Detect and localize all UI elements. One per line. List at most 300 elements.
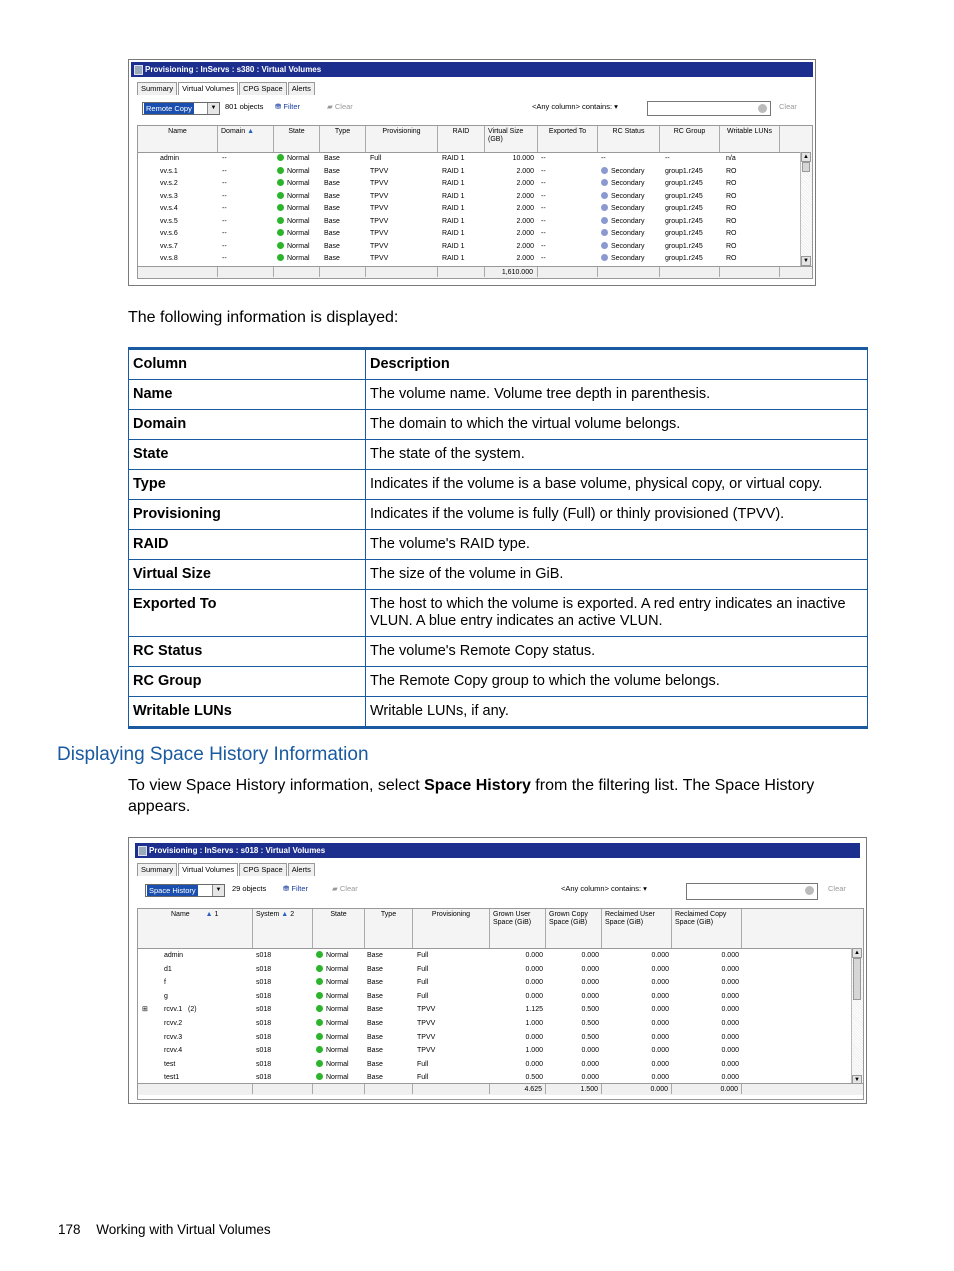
cell-text: 0.000	[721, 979, 739, 987]
table-cell	[541, 166, 591, 179]
cell-text: Normal	[326, 1047, 349, 1055]
table-cell	[370, 216, 430, 229]
cell-text: RAID 1	[442, 167, 465, 175]
cell-text: Base	[324, 192, 340, 200]
search-clear-button[interactable]: Clear	[828, 884, 846, 893]
col-domain[interactable]: Domain ▲	[218, 126, 274, 152]
col-rc-group[interactable]: RC Group	[660, 126, 720, 152]
table-cell	[367, 1017, 411, 1030]
table-cell	[324, 228, 364, 241]
cell-text: n/a	[726, 155, 736, 162]
search-clear-button[interactable]: Clear	[779, 102, 797, 111]
cell-text: s018	[256, 1047, 272, 1055]
table-cell	[222, 191, 262, 204]
col-exported-to[interactable]: Exported To	[538, 126, 598, 152]
cell-text: vv.s.3	[160, 192, 178, 200]
cell-text: 0.000	[525, 965, 543, 973]
table-row[interactable]	[138, 153, 798, 166]
page-footer	[58, 1222, 271, 1237]
cell-text: s018	[256, 952, 272, 959]
filter-button[interactable]: ⛃ Filter	[283, 884, 309, 893]
column-description: Indicates if the volume is fully (Full) or thinly provisioned (TPVV).	[366, 500, 868, 530]
table-cell	[222, 178, 262, 191]
cell-text: 0.000	[721, 992, 739, 1000]
table-cell	[256, 1017, 311, 1030]
col-reclaimed-user-space[interactable]: Reclaimed User Space (GiB)	[602, 909, 672, 948]
cell-text: 1.125	[525, 1006, 543, 1014]
table-cell	[541, 203, 591, 216]
sort-ascending-icon: ▲	[247, 128, 255, 135]
cell-text: vv.s.1	[160, 167, 178, 175]
cell-text: RO	[726, 255, 737, 262]
table-cell	[726, 178, 766, 191]
section-paragraph: To view Space History information, select Space History from the filtering list. The Space History appears.	[128, 777, 815, 815]
cell-text: Normal	[326, 952, 349, 959]
table-cell	[324, 203, 364, 216]
table-cell	[541, 178, 591, 191]
table-header-row	[129, 349, 868, 380]
column-description: The volume's RAID type.	[366, 530, 868, 560]
object-count: 29 objects	[232, 884, 267, 893]
header-column: Column	[129, 349, 366, 380]
status-normal-icon	[277, 229, 284, 236]
cell-text: g	[164, 992, 168, 1000]
cell-text: Base	[324, 155, 340, 162]
window-icon	[134, 65, 143, 75]
cell-text: --	[601, 155, 606, 162]
table-cell	[164, 1058, 249, 1071]
cell-text: --	[222, 217, 227, 225]
status-normal-icon	[277, 242, 284, 249]
cell-text: vv.s.7	[160, 242, 178, 250]
col-raid[interactable]: RAID	[438, 126, 485, 152]
table-cell	[370, 228, 430, 241]
table-cell	[601, 153, 661, 166]
cell-text: Normal	[287, 242, 310, 250]
cell-text: 0.000	[721, 1033, 739, 1041]
col-state[interactable]: State	[274, 126, 320, 152]
cell-text: 0.000	[721, 1074, 739, 1082]
table-cell	[256, 990, 311, 1003]
table-cell	[602, 1044, 669, 1057]
cell-text: Normal	[287, 167, 310, 175]
table-row[interactable]	[138, 990, 850, 1004]
table-cell	[367, 976, 411, 989]
table-cell	[164, 949, 249, 962]
table-cell	[324, 191, 364, 204]
cell-text: Base	[367, 952, 383, 959]
column-name: Exported To	[129, 590, 366, 637]
cell-text: Base	[324, 205, 340, 212]
tab-summary[interactable]: Summary	[137, 863, 177, 876]
table-cell	[672, 990, 739, 1003]
table-cell	[277, 191, 322, 204]
cell-text: rcvv.3	[164, 1033, 183, 1041]
table-cell	[367, 1058, 411, 1071]
table-cell	[485, 216, 534, 229]
table-cell	[726, 203, 766, 216]
cell-text: RAID 1	[442, 255, 465, 262]
table-cell	[490, 1031, 543, 1044]
cell-text: Base	[324, 217, 340, 225]
scroll-up-icon[interactable]: ▲	[801, 152, 811, 162]
cell-text: RO	[726, 242, 737, 250]
cell-text: Normal	[326, 1074, 349, 1082]
tab-virtual-volumes[interactable]: Virtual Volumes	[178, 82, 238, 95]
cell-text: 2.000	[516, 230, 534, 237]
cell-text: vv.s.8	[160, 255, 178, 262]
table-row[interactable]	[138, 1044, 850, 1058]
cell-text: 0.000	[721, 965, 739, 973]
table-cell	[726, 228, 766, 241]
table-header	[138, 126, 812, 153]
column-name: State	[129, 440, 366, 470]
table-cell	[601, 191, 661, 204]
cell-text: 0.500	[525, 1074, 543, 1082]
cell-text: 0.000	[525, 992, 543, 1000]
table-row[interactable]	[138, 1058, 850, 1072]
table-cell	[277, 253, 322, 266]
footer-title: Working with Virtual Volumes	[96, 1222, 271, 1237]
cell-text: s018	[256, 979, 272, 987]
table-row[interactable]	[138, 191, 798, 204]
table-row[interactable]	[138, 216, 798, 229]
table-cell	[370, 191, 430, 204]
any-column-select[interactable]: <Any column> contains: ▾	[561, 884, 647, 893]
virtual-volumes-table	[137, 125, 813, 279]
table-cell	[672, 1031, 739, 1044]
cell-text: group1.r245	[665, 230, 703, 237]
table-row[interactable]	[138, 963, 850, 977]
chevron-down-icon: ▼	[207, 103, 219, 114]
table-cell	[541, 153, 591, 166]
table-cell	[601, 178, 661, 191]
cell-text: 2.000	[516, 205, 534, 212]
clear-filter-button[interactable]: ▰ Clear	[332, 884, 358, 893]
cell-text: admin	[160, 155, 180, 162]
column-description: The Remote Copy group to which the volume belongs.	[366, 667, 868, 697]
chevron-down-icon: ▾	[643, 884, 647, 893]
cell-text: Normal	[326, 979, 349, 987]
any-column-select[interactable]: <Any column> contains: ▾	[532, 102, 618, 111]
cell-text: test1	[164, 1074, 180, 1082]
chevron-down-icon: ▼	[212, 885, 224, 896]
cell-text: 2.000	[516, 217, 534, 225]
tab-virtual-volumes[interactable]: Virtual Volumes	[178, 863, 238, 876]
remote-copy-icon	[601, 242, 608, 249]
col-grown-user-space[interactable]: Grown User Space (GiB)	[490, 909, 546, 948]
cell-text: Base	[324, 255, 340, 262]
search-input[interactable]	[686, 883, 818, 900]
table-cell	[222, 166, 262, 179]
table-cell	[672, 963, 739, 976]
cell-text: admin	[164, 952, 184, 959]
status-normal-icon	[316, 1046, 323, 1053]
table-cell	[726, 241, 766, 254]
cell-text: Secondary	[611, 230, 645, 237]
description-row	[129, 667, 868, 697]
table-cell	[160, 253, 218, 266]
table-cell	[160, 178, 218, 191]
table-cell	[256, 976, 311, 989]
table-cell	[417, 1044, 477, 1057]
table-cell	[546, 1058, 599, 1071]
table-cell	[602, 1058, 669, 1071]
status-normal-icon	[277, 167, 284, 174]
table-cell	[485, 253, 534, 266]
table-cell	[726, 153, 766, 166]
col-system[interactable]: System ▲ 2	[253, 909, 313, 948]
table-cell	[256, 1058, 311, 1071]
table-cell	[601, 253, 661, 266]
search-icon	[805, 886, 814, 895]
cell-text: 0.000	[651, 1060, 669, 1068]
table-cell	[601, 216, 661, 229]
cell-text: --	[541, 155, 546, 162]
cell-text: --	[222, 255, 227, 262]
table-cell	[665, 153, 720, 166]
description-row	[129, 440, 868, 470]
table-cell	[601, 166, 661, 179]
cell-text: Base	[367, 1033, 383, 1041]
table-cell	[546, 1031, 599, 1044]
table-cell	[367, 963, 411, 976]
tab-alerts[interactable]: Alerts	[288, 863, 315, 876]
table-cell	[316, 976, 364, 989]
cell-text: TPVV	[370, 230, 389, 237]
description-row	[129, 697, 868, 728]
status-normal-icon	[316, 1033, 323, 1040]
col-rc-status[interactable]: RC Status	[598, 126, 660, 152]
table-row[interactable]	[138, 228, 798, 241]
table-cell	[370, 166, 430, 179]
cell-text: Base	[324, 180, 340, 187]
cell-text: RO	[726, 167, 737, 175]
cell-text: Full	[370, 155, 382, 162]
column-description: The volume's Remote Copy status.	[366, 637, 868, 667]
col-virtual-size[interactable]: Virtual Size (GB)	[485, 126, 538, 152]
table-header	[138, 909, 863, 949]
col-type[interactable]: Type	[365, 909, 413, 948]
filter-button[interactable]: ⛃ Filter	[275, 102, 301, 111]
table-cell	[546, 1044, 599, 1057]
description-row	[129, 410, 868, 440]
cell-text: 0.000	[651, 1020, 669, 1027]
cell-text: group1.r245	[665, 242, 703, 250]
table-cell	[546, 1003, 599, 1016]
cell-text: vv.s.2	[160, 180, 178, 187]
search-icon	[758, 104, 767, 113]
table-cell	[256, 963, 311, 976]
cell-text: 0.000	[581, 965, 599, 973]
tab-alerts[interactable]: Alerts	[288, 82, 315, 95]
scroll-down-icon[interactable]: ▼	[801, 256, 811, 266]
tab-cpg-space[interactable]: CPG Space	[239, 863, 287, 876]
vertical-scrollbar[interactable]	[800, 152, 812, 266]
cell-text: rcvv.4	[164, 1047, 183, 1055]
cell-text: Secondary	[611, 217, 645, 225]
table-row[interactable]	[138, 178, 798, 191]
cell-text: group1.r245	[665, 217, 703, 225]
status-normal-icon	[277, 254, 284, 261]
cell-text: TPVV	[370, 205, 389, 212]
table-cell	[316, 963, 364, 976]
search-input[interactable]	[647, 101, 771, 116]
table-row[interactable]	[138, 1017, 850, 1031]
clear-filter-button[interactable]: ▰ Clear	[327, 102, 353, 111]
table-cell	[546, 976, 599, 989]
cell-text: Full	[417, 952, 429, 959]
table-cell	[602, 1003, 669, 1016]
cell-text: 0.000	[581, 979, 599, 987]
filter-select[interactable]: Remote Copy ▼	[142, 102, 220, 115]
cell-text: 0.000	[651, 992, 669, 1000]
col-reclaimed-copy-space[interactable]: Reclaimed Copy Space (GiB)	[672, 909, 742, 948]
window-icon	[138, 846, 147, 856]
table-cell	[726, 166, 766, 179]
scroll-thumb[interactable]	[802, 162, 810, 172]
table-cell	[417, 1058, 477, 1071]
window-title-bar	[135, 843, 860, 858]
table-cell	[442, 241, 482, 254]
cell-text: 0.000	[581, 1074, 599, 1082]
cell-text: --	[222, 155, 227, 162]
table-cell	[316, 1017, 364, 1030]
tab-cpg-space[interactable]: CPG Space	[239, 82, 287, 95]
cell-text: 2.000	[516, 242, 534, 250]
col-name[interactable]: Name	[138, 126, 218, 152]
table-cell	[370, 241, 430, 254]
cell-text: Normal	[287, 230, 310, 237]
cell-text: 0.000	[651, 1047, 669, 1055]
scroll-down-icon[interactable]: ▼	[852, 1075, 862, 1085]
cell-text: 10.000	[512, 155, 534, 162]
status-normal-icon	[316, 965, 323, 972]
table-cell	[277, 178, 322, 191]
table-row[interactable]	[138, 1003, 850, 1017]
cell-text: f	[164, 979, 166, 987]
table-cell	[602, 1017, 669, 1030]
table-row[interactable]	[138, 241, 798, 254]
filter-toolbar	[137, 100, 807, 118]
filter-select[interactable]: Space History ▼	[145, 884, 225, 897]
cell-text: 0.000	[525, 952, 543, 959]
remote-copy-icon	[601, 229, 608, 236]
cell-text: --	[541, 217, 546, 225]
table-cell	[485, 191, 534, 204]
table-cell	[222, 203, 262, 216]
cell-text: 0.000	[651, 1074, 669, 1082]
cell-text: Full	[417, 979, 429, 987]
col-writable-luns[interactable]: Writable LUNs	[720, 126, 780, 152]
status-normal-icon	[316, 1019, 323, 1026]
col-provisioning[interactable]: Provisioning	[413, 909, 490, 948]
table-cell	[256, 1044, 311, 1057]
table-cell	[256, 1003, 311, 1016]
cell-text: rcvv.2	[164, 1020, 183, 1027]
table-cell	[541, 228, 591, 241]
table-cell	[672, 949, 739, 962]
column-name: RC Group	[129, 667, 366, 697]
table-row[interactable]	[138, 166, 798, 179]
table-cell	[164, 1031, 249, 1044]
cell-text: Base	[367, 1074, 383, 1082]
table-totals-row	[138, 1083, 863, 1095]
table-cell	[490, 963, 543, 976]
cell-text: Normal	[326, 1020, 349, 1027]
table-row[interactable]	[138, 976, 850, 990]
table-cell	[442, 191, 482, 204]
cell-text: Base	[324, 167, 340, 175]
chevron-down-icon: ▾	[614, 102, 618, 111]
status-normal-icon	[316, 992, 323, 999]
cell-text: 0.000	[581, 1047, 599, 1055]
table-cell	[222, 228, 262, 241]
cell-text: s018	[256, 1033, 272, 1041]
cell-text: s018	[256, 1006, 272, 1014]
table-row[interactable]	[138, 253, 798, 266]
col-state[interactable]: State	[313, 909, 365, 948]
table-row[interactable]	[138, 203, 798, 216]
remote-copy-icon	[601, 192, 608, 199]
object-count: 801 objects	[225, 102, 264, 111]
cell-text: TPVV	[370, 192, 389, 200]
cell-text: 0.000	[581, 1060, 599, 1068]
col-provisioning[interactable]: Provisioning	[366, 126, 438, 152]
col-type[interactable]: Type	[320, 126, 366, 152]
table-cell	[541, 191, 591, 204]
table-cell	[485, 178, 534, 191]
description-row	[129, 530, 868, 560]
col-grown-copy-space[interactable]: Grown Copy Space (GiB)	[546, 909, 602, 948]
table-cell	[665, 253, 720, 266]
total-virtual-size: 1,610.000	[485, 267, 538, 277]
screenshot-virtual-volumes-space-history	[128, 837, 867, 1104]
col-name[interactable]: Name ▲ 1	[138, 909, 253, 948]
cell-text: Normal	[326, 992, 349, 1000]
table-cell	[324, 153, 364, 166]
table-row[interactable]	[138, 949, 850, 963]
table-cell	[546, 963, 599, 976]
cell-text: Secondary	[611, 255, 645, 262]
cell-text: --	[541, 205, 546, 212]
expand-icon[interactable]: ⊞	[142, 1006, 148, 1014]
scroll-thumb[interactable]	[853, 958, 861, 1000]
table-cell	[546, 990, 599, 1003]
tab-summary[interactable]: Summary	[137, 82, 177, 95]
scroll-up-icon[interactable]: ▲	[852, 948, 862, 958]
cell-text: TPVV	[370, 242, 389, 250]
cell-text: --	[222, 230, 227, 237]
column-name: Provisioning	[129, 500, 366, 530]
table-cell	[490, 1017, 543, 1030]
cell-text: TPVV	[417, 1047, 436, 1055]
cell-text: group1.r245	[665, 192, 703, 200]
vertical-scrollbar[interactable]	[851, 948, 863, 1085]
cell-text: 0.000	[581, 992, 599, 1000]
column-description: The volume name. Volume tree depth in parenthesis.	[366, 380, 868, 410]
cell-text: Base	[367, 1047, 383, 1055]
table-cell	[367, 1044, 411, 1057]
cell-text: d1	[164, 965, 172, 973]
table-row[interactable]	[138, 1031, 850, 1045]
cell-text: Normal	[326, 1033, 349, 1041]
cell-text: Normal	[326, 965, 349, 973]
eraser-icon: ▰	[332, 884, 338, 893]
status-normal-icon	[316, 1073, 323, 1080]
window-title-bar	[131, 62, 813, 77]
description-row	[129, 470, 868, 500]
